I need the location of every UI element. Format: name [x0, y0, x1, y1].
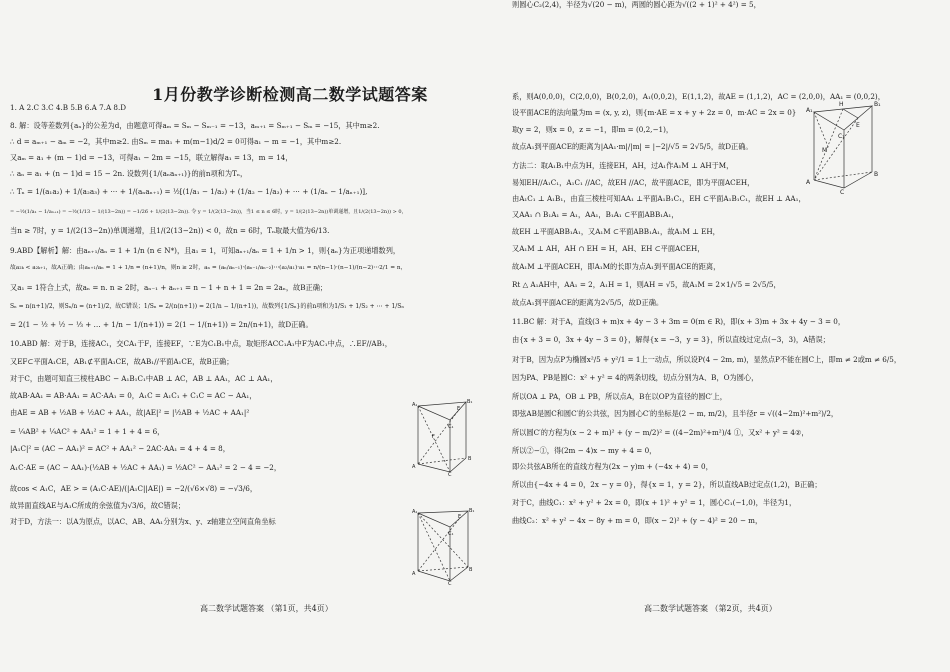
fig3-label: B — [874, 171, 879, 178]
answer-line: 曲线C₂：x² + y² − 4x − 8y + m = 0，即(x − 2)² + (y − 4)² = 20 − m， — [512, 516, 763, 525]
fig3-label: A₁ — [806, 107, 813, 114]
answer-line: 又EF⊂平面A₁CE，AB₁⊄平面A₁CE，故AB₁//平面A₁CE，故B正确； — [10, 357, 234, 366]
answer-line: 故点A₁到平面ACE的距离为|AA₁·m|/|m| = |−2|/√5 = 2√5/5，故D正确。 — [512, 142, 753, 151]
answer-line: 方法二：取A₁B₁中点为H，连接EH，AH，过A₁作A₁M ⊥ AH于M， — [512, 161, 734, 170]
answer-line: 因为PA、PB是圆C：x² + y² = 4的两条切线，切点分别为A、B，O为圆心， — [512, 373, 759, 382]
fig1-label: B — [468, 456, 472, 462]
answer-line: 11.BC 解：对于A，直线(3 + m)x + 4y − 3 + 3m = 0(m ∈ R)，即(x + 3)m + 3x + 4y − 3 = 0， — [512, 317, 846, 326]
answer-line: 又a₁ = 1符合上式，故aₙ = n. n ≥ 2时，aₙ₋₁ + aₙ₊₁ = n − 1 + n + 1 = 2n = 2aₙ，故B正确； — [10, 283, 328, 292]
fig1-label: B₁ — [467, 399, 473, 405]
answer-page-2 — [476, 0, 950, 672]
answer-line: 故cos < A₁C，AE > = (A₁C·AE)/(|A₁C||AE|) = −2/(√6×√8) = −√3/6， — [10, 484, 258, 493]
answer-line: 所以由{−4x + 4 = 0，2x − y = 0}，得{x = 1，y = 2}，所以直线AB过定点(1,2)，B正确； — [512, 480, 822, 489]
footer-page-2: 高二数学试题答案 （第2页，共4页） — [644, 604, 777, 613]
answer-line: 所以②−①，得(2m − 4)x − my + 4 = 0， — [512, 446, 657, 455]
footer-page-1: 高二数学试题答案 （第1页，共4页） — [200, 604, 333, 613]
fig3-label: E — [856, 122, 860, 129]
answer-line: 故EH ⊥平面ABB₁A₁，又A₁M ⊂平面ABB₁A₁，故A₁M ⊥ EH， — [512, 227, 720, 236]
fig1-label: C₁ — [448, 424, 454, 430]
prism-figure-2 — [410, 505, 476, 585]
answer-line: 对于D，方法一：以A为原点，以AC、AB、AA₁分别为x、y、z轴建立空间直角坐标 — [10, 517, 276, 526]
fig1-label: A₁ — [412, 402, 418, 408]
fig2-label: C₁ — [448, 531, 454, 537]
answer-line: ∴ aₙ = a₁ + (n − 1)d = 15 − 2n. 设数列{1/(aₙaₙ₊₁)}的前n项和为Tₙ， — [10, 169, 248, 178]
answer-line: 又A₁M ⊥ AH，AH ∩ EH = H，AH、EH ⊂平面ACEH， — [512, 244, 705, 253]
answer-line: A₁C·AE = (AC − AA₁)·(½AB + ½AC + AA₁) = ½AC² − AA₁² = 2 − 4 = −2， — [10, 463, 282, 472]
answer-line: 系，则A(0,0,0)，C(2,0,0)，B(0,2,0)，A₁(0,0,2)，E(1,1,2)，故AE = (1,1,2)，AC = (2,0,0)，AA₁ = (0,0,2)， — [512, 92, 885, 101]
fig2-label: A — [412, 571, 416, 577]
fig2-label: A₁ — [412, 509, 418, 515]
answer-line: 设平面ACE的法向量为m = (x, y, z)，则{m·AE = x + y + 2z = 0，m·AC = 2x = 0} — [512, 108, 797, 117]
answer-line: 即弦AB是圆C和圆C′的公共弦，因为圆心C′的坐标是(2 − m, m/2)，且半径r = √((4−2m)²+m²)/2， — [512, 409, 839, 418]
answer-line: 由{x + 3 = 0，3x + 4y − 3 = 0}，解得{x = −3，y = 3}，所以直线过定点(−3，3)，A错误； — [512, 335, 830, 344]
answer-line: 取y = 2，则x = 0，z = −1，即m = (0,2,−1)， — [512, 125, 674, 134]
answer-line: 对于B，因为点P为椭圆x²/5 + y²/1 = 1上一动点，所以设P(4 − 2m, m)，显然点P不能在圆C上，即m ≠ 2或m ≠ 6/5， — [512, 355, 902, 364]
answer-line: = 2(1 − ½ + ½ − ⅓ + … + 1/n − 1/(n+1)) = 2(1 − 1/(n+1)) = 2n/(n+1)，故D正确。 — [10, 320, 313, 329]
answer-line: 所以OA ⊥ PA，OB ⊥ PB，所以点A，B在以OP为直径的圆C′上， — [512, 392, 727, 401]
fig3-label: M — [822, 147, 828, 154]
answer-line: 故a₂ₖ < a₂ₖ₊₁，故A正确；由aₙ₊₁/aₙ = 1 + 1/n = (n+1)/n，则n ≥ 2时，aₙ = (aₙ/aₙ₋₁)·(aₙ₋₁/aₙ₋₂)⋯(a₂/a₁)·a₁ = n/(n−1)·(n−1)/(n−2)⋯2/1 = n， — [10, 265, 407, 271]
fig2-label: B — [469, 567, 473, 573]
fig1-label: A — [412, 464, 416, 470]
answer-line: 对于C，由题可知直三棱柱ABC − A₁B₁C₁中AB ⊥ AC，AB ⊥ AA₁，AC ⊥ AA₁， — [10, 374, 278, 383]
answer-line: 故A₁M ⊥平面ACEH，即A₁M的长即为点A₁到平面ACE的距离， — [512, 262, 721, 271]
answer-line: 又AA₁ ∩ B₁A₁ = A₁，AA₁，B₁A₁ ⊂平面ABB₁A₁， — [512, 210, 679, 219]
answer-line: 8. 解：设等差数列{aₙ}的公差为d，由题意可得aₘ = Sₘ − Sₘ₋₁ = −13，aₘ₊₁ = Sₘ₊₁ − Sₘ = −15，其中m≥2. — [10, 121, 380, 130]
answer-line: 1. A 2.C 3.C 4.B 5.B 6.A 7.A 8.D — [10, 103, 127, 112]
answer-line: 9.ABD【解析】解：由aₙ₊₁/aₙ = 1 + 1/n (n ∈ N*)，且a₁ = 1，可知aₙ₊₁/aₙ = 1 + 1/n > 1，则{aₙ}为正项递增数列， — [10, 246, 401, 255]
answer-line: 由AE = AB + ½AB + ½AC + AA₁，故|AE|² = |½AB + ½AC + AA₁|² — [10, 408, 250, 417]
fig3-label: H — [839, 101, 844, 108]
fig3-label: A — [806, 179, 811, 186]
answer-line: ∴ Tₙ = 1/(a₁a₂) + 1/(a₂a₃) + ⋯ + 1/(aₙaₙ₊₁) = ½[(1/a₁ − 1/a₂) + (1/a₂ − 1/a₃) + ⋯ + (1/aₙ − 1/aₙ₊₁)], — [10, 187, 368, 196]
answer-line: Rt △ A₁AH中，AA₁ = 2，A₁H = 1，则AH = √5，故A₁M = 2×1/√5 = 2√5/5， — [512, 280, 781, 289]
page-title: 1月份教学诊断检测高二数学试题答案 — [152, 85, 428, 104]
answer-line: |A₁C|² = (AC − AA₁)² = AC² + AA₁² − 2AC·AA₁ = 4 + 4 = 8， — [10, 444, 230, 453]
answer-line: 10.ABD 解：对于B，连接AC₁，交CA₁于F，连接EF，∵E为C₁B₁中点，取矩形ACC₁A₁中F为AC₁中点，∴EF//AB₁， — [10, 339, 392, 348]
answer-line: 故AB·AA₁ = AB·AA₁ = AC·AA₁ = 0，A₁C = A₁C₁ + C₁C = AC − AA₁， — [10, 391, 257, 400]
answer-line: 对于C，曲线C₁：x² + y² + 2x = 0，即(x + 1)² + y² = 1，圆心C₁(−1,0)，半径为1， — [512, 498, 797, 507]
answer-line: 又aₘ = a₁ + (m − 1)d = −13，可得a₁ − 2m = −15，联立解得a₁ = 13，m = 14， — [10, 153, 293, 162]
answer-line: 即公共弦AB所在的直线方程为(2x − y)m + (−4x + 4) = 0， — [512, 462, 713, 471]
fig1-label: E — [457, 406, 461, 412]
fig1-label: F — [432, 434, 435, 440]
answer-line: Sₙ = n(n+1)/2，则Sₙ/n = (n+1)/2，故C错误；1/Sₙ = 2/(n(n+1)) = 2(1/n − 1/(n+1))，故数列{1/Sₙ}的前n项和为1/S₁ + 1/S₂ + ⋯ + 1/Sₙ — [10, 303, 404, 310]
fig3-label: B₁ — [874, 101, 881, 108]
fig3-label: C — [840, 189, 845, 194]
answer-line: 当n ≥ 7时，y = 1/(2(13−2n))单调递增，且1/(2(13−2n)) < 0，故n = 6时，Tₙ取最大值为6/13. — [10, 226, 330, 235]
answer-line: = −½(1/a₁ − 1/aₙ₊₁) = −½(1/13 − 1/(13−2n)) = −1/26 + 1/(2(13−2n)). 令 y = 1/(2(13−2n))，当1 ≤ n ≤ 6时，y = 1/(2(13−2n))单调递增，且1/(2(13−2n)) > 0， — [10, 209, 407, 215]
answer-line: ∴ d = aₘ₊₁ − aₘ = −2，其中m≥2. 由Sₘ = ma₁ + m(m−1)d/2 = 0可得a₁ − m = −1，其中m≥2. — [10, 137, 342, 146]
fig2-label: E — [458, 514, 462, 520]
answer-line: 由A₁C₁ ⊥ A₁B₁，由直三棱柱可知AA₁ ⊥平面A₁B₁C₁，EH ⊂平面A₁B₁C₁，故EH ⊥ AA₁， — [512, 194, 806, 203]
prism-figure-3 — [794, 94, 884, 194]
fig3-label: C₁ — [838, 133, 845, 140]
answer-line: 易知EH//A₁C₁，A₁C₁ //AC，故EH //AC，故平面ACE，即为平面ACEH， — [512, 178, 755, 187]
prism-figure-1 — [410, 398, 476, 476]
fig2-label: C — [448, 581, 452, 585]
answer-line: 所以圆C′的方程为(x − 2 + m)² + (y − m/2)² = ((4−2m)²+m²)/4 ①，又x² + y² = 4②， — [512, 428, 809, 437]
answer-line: 故点A₁到平面ACE的距离为2√5/5，故D正确。 — [512, 298, 664, 307]
answer-line: 则圆心C₂(2,4)，半径为√(20 − m)，两圆的圆心距为√((2 + 1)² + 4²) = 5， — [512, 0, 761, 9]
fig2-label: B₁ — [469, 508, 475, 514]
answer-line: 故异面直线AE与A₁C所成的余弦值为√3/6，故C错误； — [10, 501, 186, 510]
fig1-label: C — [448, 472, 452, 476]
answer-line: = ¼AB² + ¼AC² + AA₁² = 1 + 1 + 4 = 6， — [10, 427, 165, 436]
